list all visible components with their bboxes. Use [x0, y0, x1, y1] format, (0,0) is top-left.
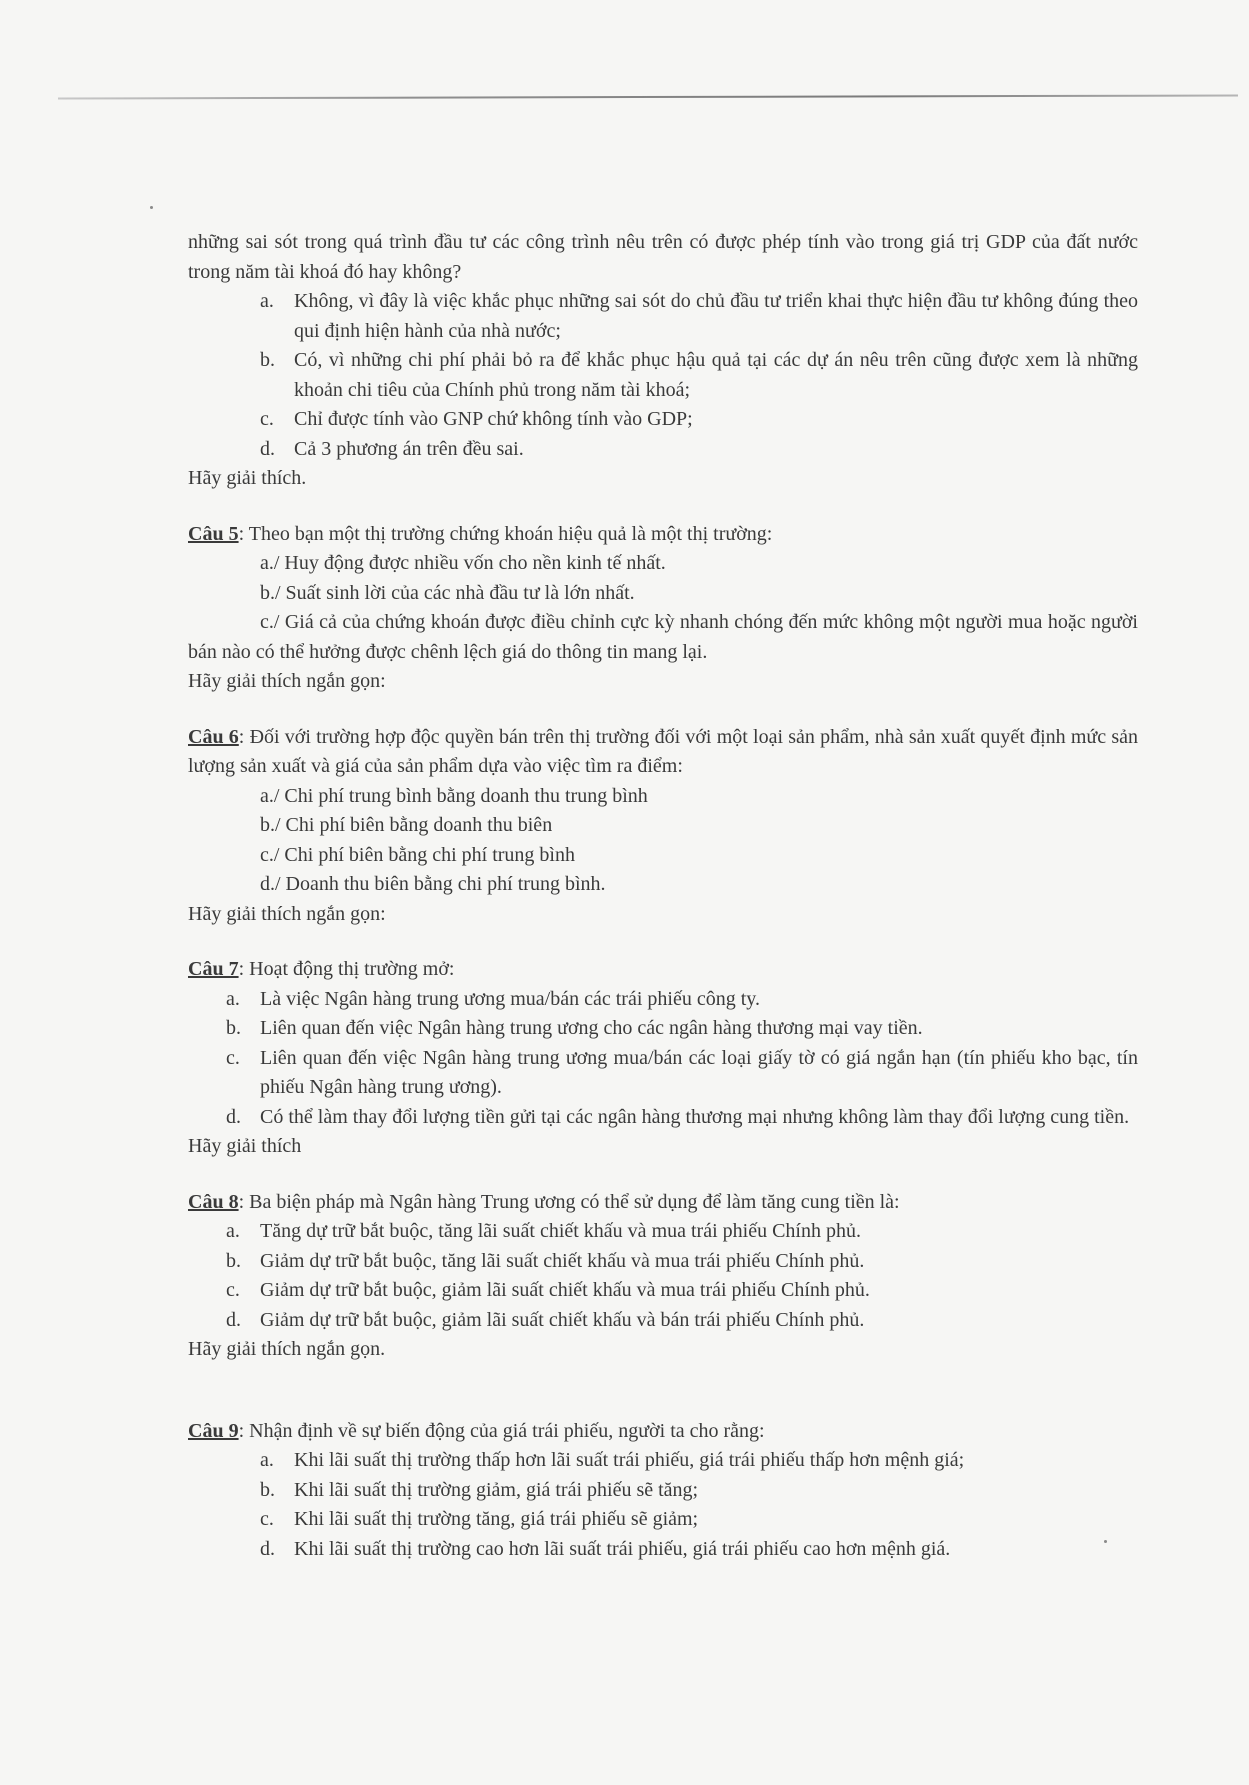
- question-label: Câu 9: [188, 1419, 239, 1442]
- option-d: d. Giảm dự trữ bắt buộc, giảm lãi suất chiết khấu và bán trái phiếu Chính phủ.: [226, 1308, 865, 1331]
- option-a: a. Khi lãi suất thị trường thấp hơn lãi suất trái phiếu, giá trái phiếu thấp hơn mệnh giá;: [260, 1449, 965, 1471]
- options-list: [188, 985, 1138, 1133]
- option-c: c. Khi lãi suất thị trường tăng, giá trái phiếu sẽ giảm;: [260, 1508, 699, 1530]
- scan-speck: [150, 206, 153, 209]
- option-b: b./ Suất sinh lời của các nhà đầu tư là lớn nhất.: [260, 581, 635, 604]
- question-8: [188, 1188, 1138, 1365]
- option-d: d. Cả 3 phương án trên đều sai.: [260, 437, 524, 460]
- explain-prompt: Hãy giải thích ngắn gọn:: [188, 902, 386, 925]
- question-7: [188, 955, 1138, 1162]
- option-d: d./ Doanh thu biên bằng chi phí trung bình.: [260, 873, 606, 895]
- question-heading: Câu 9: Nhận định về sự biến động của giá trái phiếu, người ta cho rằng:: [188, 1419, 765, 1442]
- option-c: c. Chỉ được tính vào GNP chứ không tính vào GDP;: [260, 408, 693, 430]
- explain-prompt: Hãy giải thích ngắn gọn.: [188, 1338, 386, 1360]
- question-heading: Câu 6: Đối với trường hợp độc quyền bán trên thị trường đối với một loại sản phẩm, nhà sản xuất quyết định mức sản lượng sản xuất và giá của sản phẩm dựa vào việc tìm ra điểm:: [188, 725, 1138, 777]
- option-c: c. Liên quan đến việc Ngân hàng trung ương mua/bán các loại giấy tờ có giá ngắn hạn (tín phiếu kho bạc, tín phiếu Ngân hàng trung ương).: [226, 1046, 1138, 1098]
- question-heading: Câu 7: Hoạt động thị trường mở:: [188, 958, 455, 980]
- option-a: a. Là việc Ngân hàng trung ương mua/bán các trái phiếu công ty.: [226, 987, 760, 1010]
- option-b: b. Có, vì những chi phí phải bỏ ra để khắc phục hậu quả tại các dự án nêu trên cũng được xem là những khoản chi tiêu của Chính phủ trong năm tài khoá;: [260, 349, 1138, 401]
- question-label: Câu 6: [188, 725, 239, 748]
- options-list: [188, 287, 1138, 464]
- option-c: c./ Giá cả của chứng khoán được điều chỉnh cực kỳ nhanh chóng đến mức không một người mua hoặc người bán nào có thể hưởng được chênh lệch giá do thông tin mang lại.: [188, 611, 1138, 663]
- question-heading: Câu 8: Ba biện pháp mà Ngân hàng Trung ương có thể sử dụng để làm tăng cung tiền là:: [188, 1190, 900, 1213]
- question-label: Câu 8: [188, 1190, 239, 1213]
- question-4-continuation: [188, 228, 1138, 494]
- question-text: những sai sót trong quá trình đầu tư các công trình nêu trên có được phép tính vào trong giá trị GDP của đất nước trong năm tài khoá đó hay không?: [188, 231, 1138, 283]
- explain-prompt: Hãy giải thích ngắn gọn:: [188, 670, 386, 692]
- question-label: Câu 5: [188, 522, 239, 545]
- option-d: d. Khi lãi suất thị trường cao hơn lãi suất trái phiếu, giá trái phiếu cao hơn mệnh giá.: [260, 1537, 951, 1560]
- question-6: [188, 723, 1138, 930]
- scan-top-rule: [58, 94, 1238, 99]
- option-a: a. Không, vì đây là việc khắc phục những sai sót do chủ đầu tư triển khai thực hiện đầu tư không đúng theo qui định hiện hành của nhà nước;: [260, 290, 1138, 342]
- options-list: [188, 1446, 1138, 1564]
- option-d: d. Có thể làm thay đổi lượng tiền gửi tại các ngân hàng thương mại nhưng không làm thay đổi lượng cung tiền.: [226, 1105, 1130, 1128]
- explain-prompt: Hãy giải thích.: [188, 467, 307, 489]
- question-9: [188, 1417, 1138, 1565]
- explain-prompt: Hãy giải thích: [188, 1135, 302, 1157]
- option-b: b./ Chi phí biên bằng doanh thu biên: [260, 814, 553, 836]
- option-a: a./ Chi phí trung bình bằng doanh thu trung bình: [260, 784, 648, 807]
- document-page: [188, 228, 1138, 1564]
- option-b: b. Giảm dự trữ bắt buộc, tăng lãi suất chiết khấu và mua trái phiếu Chính phủ.: [226, 1249, 865, 1272]
- option-b: b. Khi lãi suất thị trường giảm, giá trái phiếu sẽ tăng;: [260, 1478, 699, 1501]
- option-c: c. Giảm dự trữ bắt buộc, giảm lãi suất chiết khấu và mua trái phiếu Chính phủ.: [226, 1279, 870, 1301]
- option-b: b. Liên quan đến việc Ngân hàng trung ương cho các ngân hàng thương mại vay tiền.: [226, 1017, 923, 1039]
- question-5: [188, 520, 1138, 697]
- option-a: a. Tăng dự trữ bắt buộc, tăng lãi suất chiết khấu và mua trái phiếu Chính phủ.: [226, 1220, 861, 1242]
- question-heading: Câu 5: Theo bạn một thị trường chứng khoán hiệu quả là một thị trường:: [188, 522, 773, 545]
- option-a: a./ Huy động được nhiều vốn cho nền kinh tế nhất.: [260, 552, 666, 574]
- question-label: Câu 7: [188, 958, 239, 980]
- options-list: [188, 1217, 1138, 1335]
- option-c: c./ Chi phí biên bằng chi phí trung bình: [260, 843, 575, 866]
